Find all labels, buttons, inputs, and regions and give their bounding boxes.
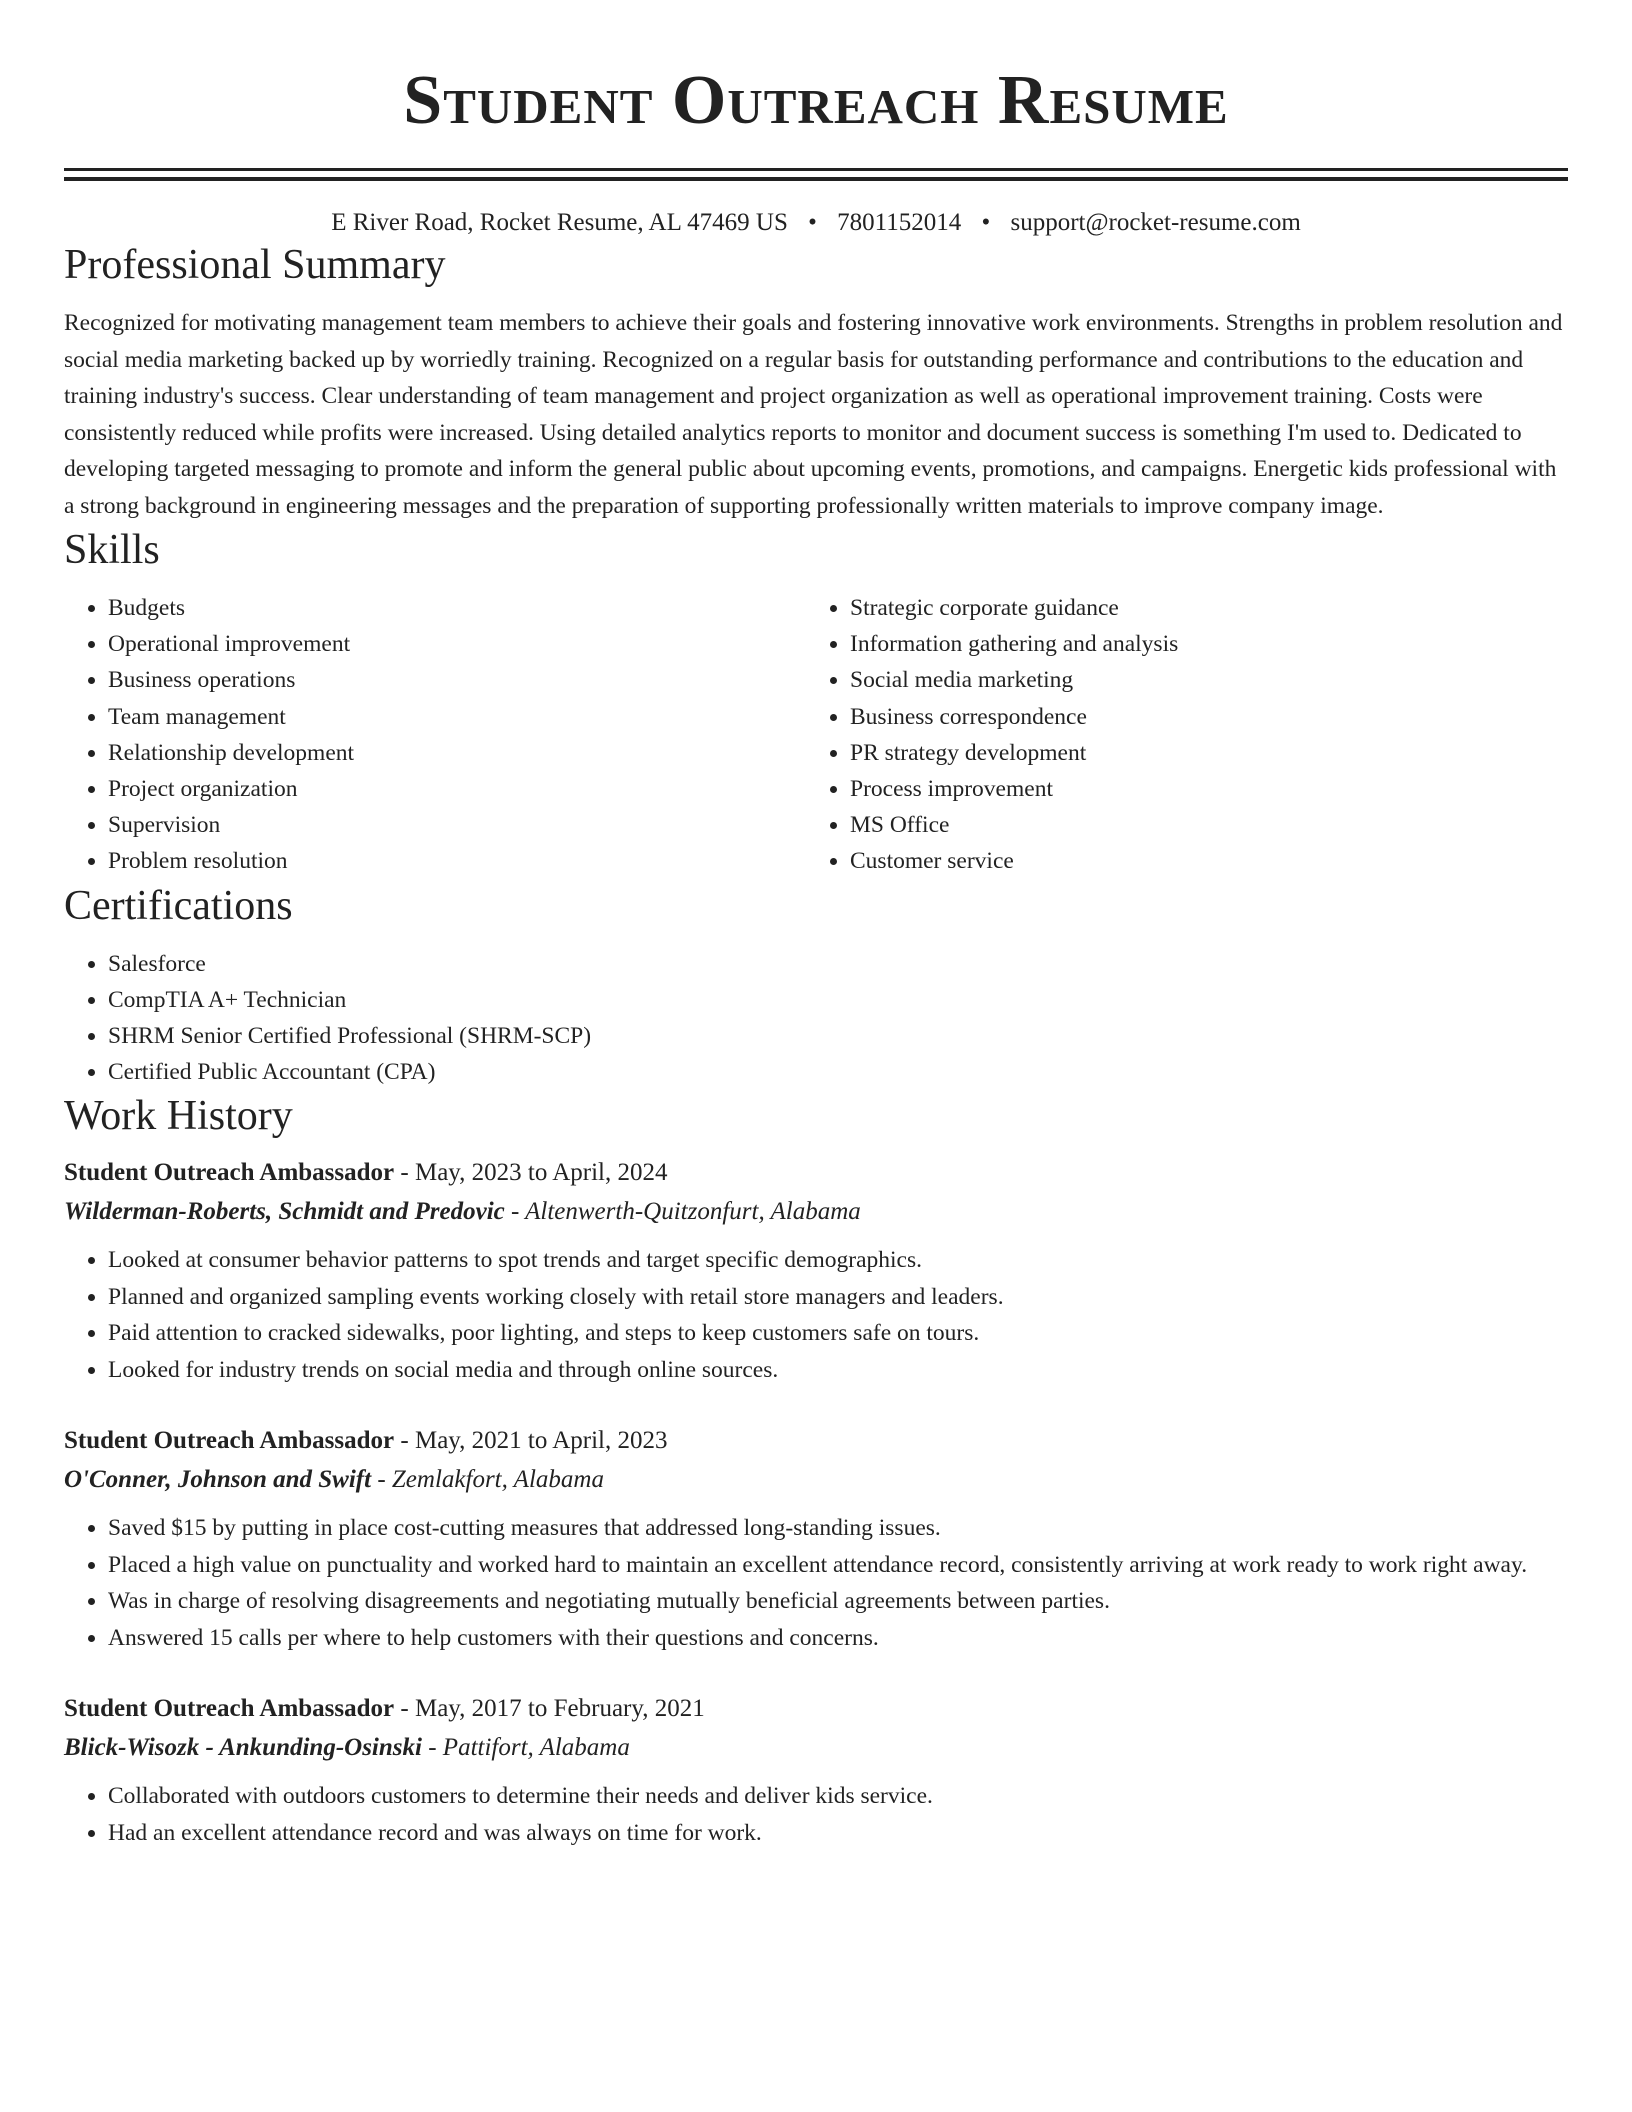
job-duty-item: • Paid attention to cracked sidewalks, poor lighting, and steps to keep customers safe on tours. [108,1315,1568,1352]
skill-item: • Operational improvement [108,626,806,662]
header-divider [64,168,1568,181]
certifications-heading: Certifications [64,882,293,929]
summary-heading: Professional Summary [64,242,446,288]
company-location: Altenwerth-Quitzonfurt, Alabama [525,1198,861,1226]
certification-item: • CompTIA A+ Technician [108,982,1568,1018]
company-location: Zemlakfort, Alabama [391,1466,604,1494]
job-duties-list [64,1242,1568,1388]
job-duty-item: • Answered 15 calls per where to help customers with their questions and concerns. [108,1620,1568,1657]
skill-item: • Budgets [108,590,806,626]
certification-item: • Certified Public Accountant (CPA) [108,1054,1568,1090]
skill-item: • Social media marketing [850,662,1568,698]
job-duties-list [64,1778,1568,1851]
job-title: Student Outreach Ambassador [64,1695,395,1723]
contact-address: E River Road, Rocket Resume, AL 47469 US [331,209,788,236]
company-line [64,1192,1568,1232]
company-location: Pattifort, Alabama [442,1734,630,1762]
job-entry [64,1690,1568,1851]
company-dash: - [371,1466,392,1494]
contact-email: support@rocket-resume.com [1010,209,1301,236]
job-duty-item: • Looked at consumer behavior patterns to spot trends and target specific demographics. [108,1242,1568,1279]
company-name: Wilderman-Roberts, Schmidt and Predovic [64,1198,505,1226]
job-entry [64,1154,1568,1388]
job-duty-item: • Was in charge of resolving disagreements and negotiating mutually beneficial agreements between parties. [108,1583,1568,1620]
job-duty-item: • Saved $15 by putting in place cost-cutting measures that addressed long-standing issues. [108,1510,1568,1547]
certification-item: • SHRM Senior Certified Professional (SHRM-SCP) [108,1018,1568,1054]
job-dates: May, 2023 to April, 2024 [414,1159,668,1187]
skill-item: • MS Office [850,807,1568,843]
certification-item: • Salesforce [108,946,1568,982]
skill-item: • Information gathering and analysis [850,626,1568,662]
job-title-line [64,1154,1568,1192]
job-title: Student Outreach Ambassador [64,1159,395,1187]
contact-separator: • [808,209,817,236]
job-dash: - [394,1427,415,1455]
skill-item: • Team management [108,699,806,735]
job-dash: - [394,1159,415,1187]
job-duty-item: • Looked for industry trends on social media and through online sources. [108,1352,1568,1389]
company-dash: - [504,1198,526,1226]
work-history-heading: Work History [64,1093,293,1140]
summary-text: Recognized for motivating management team members to achieve their goals and fostering innovative work environments. Strengths in problem resolution and social media marketing backed up by worriedly training. Recognized on a regular basis for outstanding performance and contributions to the education and training industry's success. Clear understanding of team management and project organization as well as operational improvement training. Costs were consistently reduced while profits were increased. Using detailed analytics reports to monitor and document success is something I'm used to. Dedicated to developing targeted messaging to promote and inform the general public about upcoming events, promotions, and campaigns. Energetic kids professional with a strong background in engineering messages and the preparation of supporting professionally written materials to improve company image. [64,310,1563,519]
skills-list-left [64,590,806,880]
job-duty-item: • Collaborated with outdoors customers to determine their needs and deliver kids service. [108,1778,1568,1815]
company-dash: - [421,1734,443,1762]
skill-item: • Customer service [850,843,1568,879]
skill-item: • Strategic corporate guidance [850,590,1568,626]
skill-item: • Project organization [108,771,806,807]
skills-list-right [806,590,1568,880]
skills-heading: Skills [64,527,160,573]
skill-item: • Process improvement [850,771,1568,807]
contact-line [64,207,1568,239]
job-duty-item: • Planned and organized sampling events working closely with retail store managers and leaders. [108,1279,1568,1316]
contact-phone: 7801152014 [837,209,962,236]
certifications-list [64,946,1568,1091]
job-duty-item: • Had an excellent attendance record and was always on time for work. [108,1815,1568,1852]
job-dates: May, 2021 to April, 2023 [414,1427,668,1455]
company-line [64,1728,1568,1768]
skills-columns [64,590,1568,880]
job-title-line [64,1690,1568,1728]
skill-item: • Supervision [108,807,806,843]
skill-item: • PR strategy development [850,735,1568,771]
job-title: Student Outreach Ambassador [64,1427,395,1455]
job-dash: - [394,1695,415,1723]
company-name: O'Conner, Johnson and Swift [64,1466,372,1494]
contact-separator: • [981,209,991,236]
resume-name-heading: Student Outreach Resume [403,62,1229,139]
skill-item: • Relationship development [108,735,806,771]
job-duties-list [64,1510,1568,1656]
company-line [64,1460,1568,1500]
skill-item: • Business operations [108,662,806,698]
company-name: Blick-Wisozk - Ankunding-Osinski [64,1734,422,1762]
job-title-line [64,1422,1568,1460]
job-entry [64,1422,1568,1656]
job-dates: May, 2017 to February, 2021 [414,1695,705,1723]
skill-item: • Problem resolution [108,843,806,879]
job-duty-item: • Placed a high value on punctuality and worked hard to maintain an excellent attendance record, consistently arriving at work ready to work right away. [108,1547,1568,1584]
skill-item: • Business correspondence [850,699,1568,735]
